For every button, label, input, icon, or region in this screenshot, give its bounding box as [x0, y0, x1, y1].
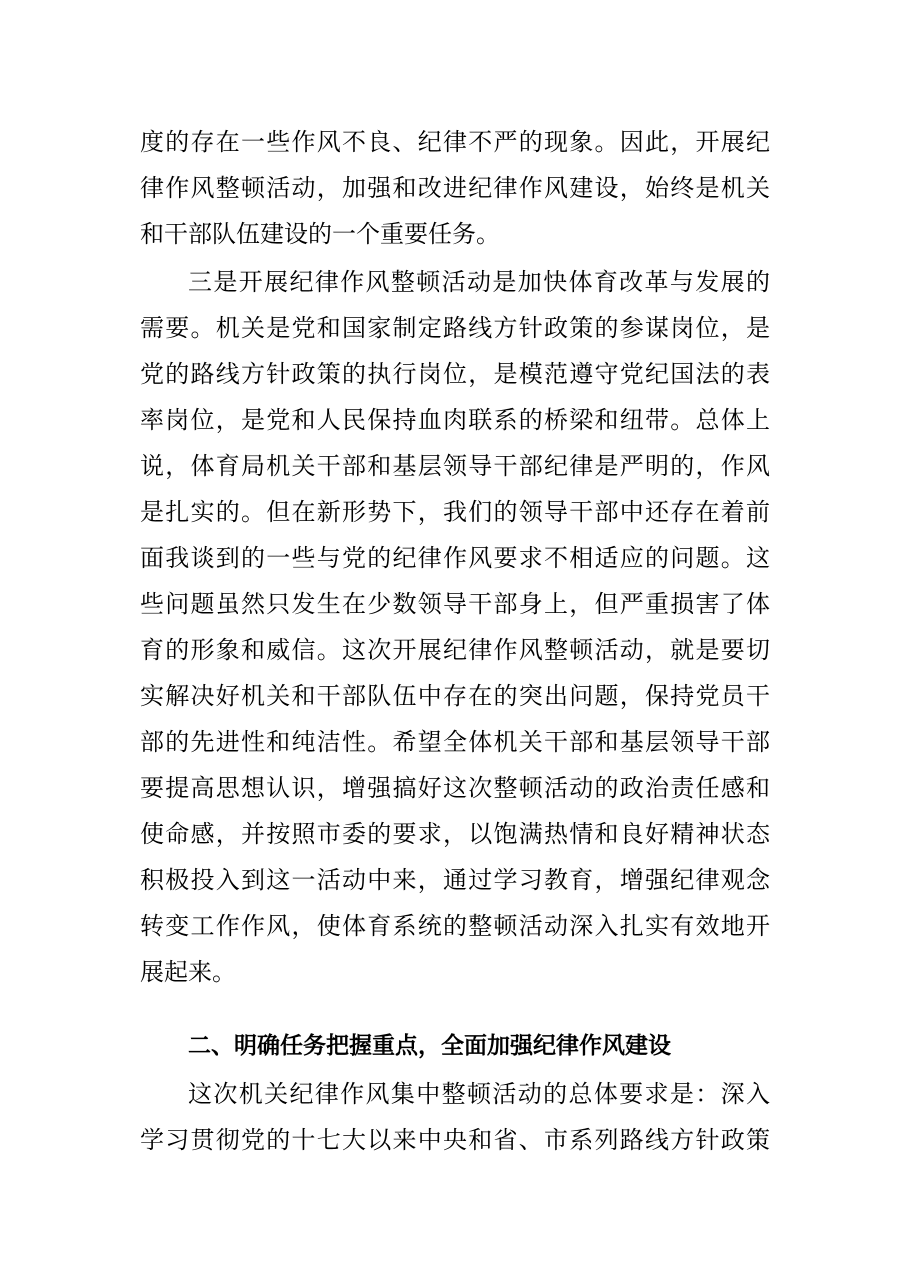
- text-line: 说，体育局机关干部和基层领导干部纪律是严明的，作风: [140, 452, 770, 480]
- text-line: 面我谈到的一些与党的纪律作风要求不相适应的问题。这: [140, 544, 770, 572]
- text-line: 展起来。: [140, 958, 236, 986]
- text-line: 度的存在一些作风不良、纪律不严的现象。因此，开展纪: [140, 128, 770, 156]
- text-line: 使命感，并按照市委的要求，以饱满热情和良好精神状态: [140, 820, 770, 848]
- text-line: 部的先进性和纯洁性。希望全体机关干部和基层领导干部: [140, 728, 770, 756]
- text-line: 育的形象和威信。这次开展纪律作风整顿活动，就是要切: [140, 636, 770, 664]
- text-line: 党的路线方针政策的执行岗位，是模范遵守党纪国法的表: [140, 360, 770, 388]
- text-line: 转变工作作风，使体育系统的整顿活动深入扎实有效地开: [140, 912, 770, 940]
- text-line: 这次机关纪律作风集中整顿活动的总体要求是：深入: [188, 1080, 770, 1108]
- text-line: 要提高思想认识，增强搞好这次整顿活动的政治责任感和: [140, 774, 770, 802]
- text-line: 是扎实的。但在新形势下，我们的领导干部中还存在着前: [140, 498, 770, 526]
- text-line: 三是开展纪律作风整顿活动是加快体育改革与发展的: [188, 268, 770, 296]
- section-heading: 二、明确任务把握重点，全面加强纪律作风建设: [188, 1033, 671, 1059]
- text-line: 学习贯彻党的十七大以来中央和省、市系列路线方针政策: [140, 1126, 770, 1154]
- text-line: 积极投入到这一活动中来，通过学习教育，增强纪律观念: [140, 866, 770, 894]
- text-line: 和干部队伍建设的一个重要任务。: [140, 220, 500, 248]
- text-line: 律作风整顿活动，加强和改进纪律作风建设，始终是机关: [140, 174, 770, 202]
- text-line: 需要。机关是党和国家制定路线方针政策的参谋岗位，是: [140, 314, 770, 342]
- text-line: 些问题虽然只发生在少数领导干部身上，但严重损害了体: [140, 590, 770, 618]
- text-line: 率岗位，是党和人民保持血肉联系的桥梁和纽带。总体上: [140, 406, 770, 434]
- text-line: 实解决好机关和干部队伍中存在的突出问题，保持党员干: [140, 682, 770, 710]
